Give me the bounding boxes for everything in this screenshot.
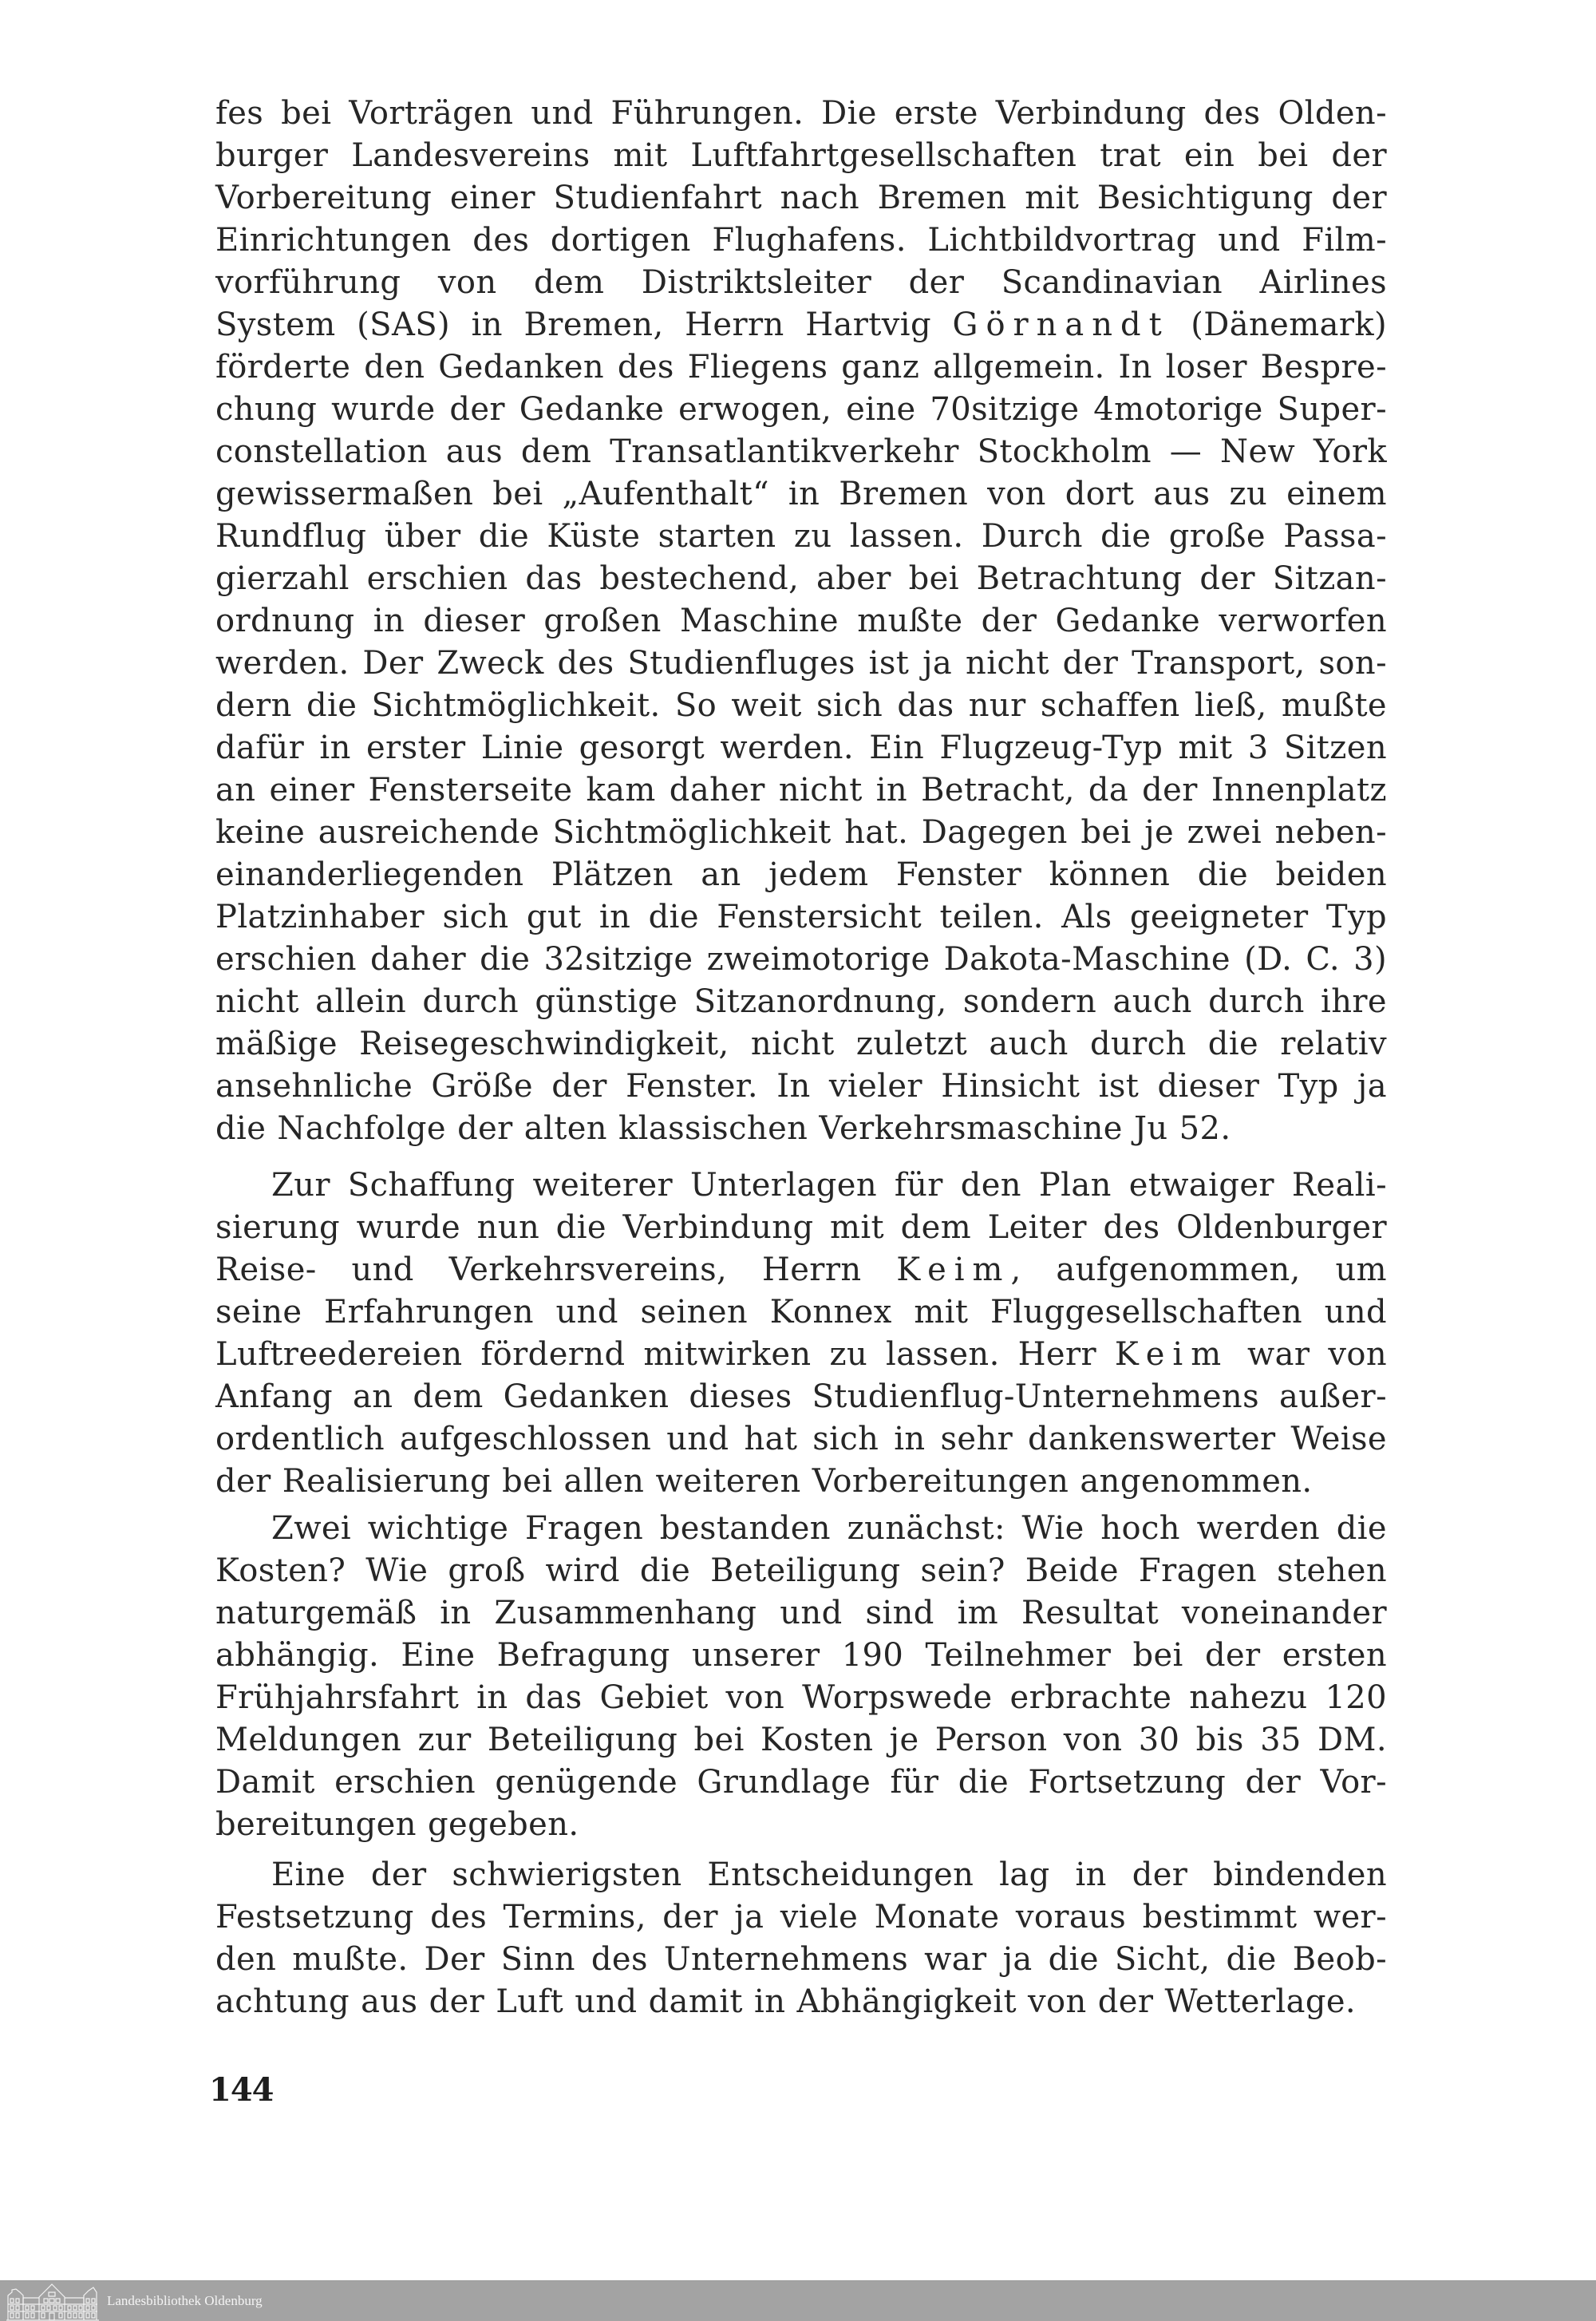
text-line: der Realisierung bei allen weiteren Vorbereitungen angenommen. <box>215 1463 1313 1500</box>
text-line: an einer Fensterseite kam daher nicht in Betracht, da der Innenplatz <box>215 772 1387 809</box>
page-number: 144 <box>209 2071 274 2109</box>
text-line: Luftreedereien fördernd mitwirken zu lassen. Herr Keim war von <box>215 1336 1388 1373</box>
text-line: Zwei wichtige Fragen bestanden zunächst: Wie hoch werden die <box>271 1510 1387 1547</box>
text-line: mäßige Reisegeschwindigkeit, nicht zuletzt auch durch die relativ <box>215 1026 1387 1062</box>
text-line: Rundflug über die Küste starten zu lassen. Durch die große Passa- <box>215 518 1387 555</box>
body-text-column <box>215 93 1387 2023</box>
text-line: Kosten? Wie groß wird die Beteiligung sein? Beide Fragen stehen <box>215 1552 1387 1589</box>
text-line: Einrichtungen des dortigen Flughafens. Lichtbildvortrag und Film- <box>215 222 1387 259</box>
text-line: nicht allein durch günstige Sitzanordnung, sondern auch durch ihre <box>215 983 1387 1020</box>
text-line: Vorbereitung einer Studienfahrt nach Bremen mit Besichtigung der <box>215 180 1387 216</box>
text-line: ordnung in dieser großen Maschine mußte der Gedanke verworfen <box>215 603 1387 639</box>
text-line: naturgemäß in Zusammenhang und sind im Resultat voneinander <box>215 1595 1387 1631</box>
text-line: ansehnliche Größe der Fenster. In vieler Hinsicht ist dieser Typ ja <box>215 1068 1387 1105</box>
text-line: chung wurde der Gedanke erwogen, eine 70sitzige 4motorige Super- <box>215 391 1387 428</box>
text-line: Reise- und Verkehrsvereins, Herrn Keim, aufgenommen, um <box>215 1251 1387 1288</box>
text-line: fes bei Vorträgen und Führungen. Die erste Verbindung des Olden- <box>215 95 1387 132</box>
spaced-name: Görnandt <box>952 306 1170 343</box>
text-line: die Nachfolge der alten klassischen Verkehrsmaschine Ju 52. <box>215 1110 1231 1147</box>
text-line: Zur Schaffung weiterer Unterlagen für den Plan etwaiger Reali- <box>271 1167 1387 1204</box>
paragraph-2 <box>215 1164 1387 1503</box>
text-line: einanderliegenden Plätzen an jedem Fenster können die beiden <box>215 856 1387 893</box>
text-line: Platzinhaber sich gut in die Fenstersicht teilen. Als geeigneter Typ <box>215 899 1387 935</box>
text-line: erschien daher die 32sitzige zweimotorige Dakota-Maschine (D. C. 3) <box>215 941 1387 978</box>
library-name: Landesbibliothek Oldenburg <box>107 2293 263 2308</box>
paragraph-3 <box>215 1508 1387 1846</box>
spaced-name: Keim <box>896 1251 1011 1288</box>
text-line: Festsetzung des Termins, der ja viele Monate voraus bestimmt wer- <box>215 1899 1387 1935</box>
text-line: Eine der schwierigsten Entscheidungen lag in der bindenden <box>271 1856 1387 1893</box>
text-line: achtung aus der Luft und damit in Abhängigkeit von der Wetterlage. <box>215 1983 1357 2020</box>
text-line: gierzahl erschien das bestechend, aber bei Betrachtung der Sitzan- <box>215 560 1387 597</box>
text-line: gewissermaßen bei „Aufenthalt“ in Bremen von dort aus zu einem <box>215 476 1387 512</box>
text-line: förderte den Gedanken des Fliegens ganz allgemein. In loser Bespre- <box>215 349 1387 386</box>
text-line: constellation aus dem Transatlantikverkehr Stockholm — New York <box>215 433 1387 470</box>
text-line: dern die Sichtmöglichkeit. So weit sich das nur schaffen ließ, mußte <box>215 687 1387 724</box>
text-line: keine ausreichende Sichtmöglichkeit hat. Dagegen bei je zwei neben- <box>215 814 1387 851</box>
library-building-icon <box>6 2283 100 2321</box>
text-line: abhängig. Eine Befragung unserer 190 Teilnehmer bei der ersten <box>215 1637 1387 1674</box>
text-line: den mußte. Der Sinn des Unternehmens war ja die Sicht, die Beob- <box>215 1941 1387 1978</box>
text-line: sierung wurde nun die Verbindung mit dem Leiter des Oldenburger <box>215 1209 1387 1246</box>
text-line: burger Landesvereins mit Luftfahrtgesellschaften trat ein bei der <box>215 137 1387 174</box>
paragraph-1 <box>215 93 1387 1150</box>
text-line: Anfang an dem Gedanken dieses Studienflug-Unternehmens außer- <box>215 1378 1387 1415</box>
text-line: Frühjahrsfahrt in das Gebiet von Worpswede erbrachte nahezu 120 <box>215 1679 1387 1716</box>
text-line: System (SAS) in Bremen, Herrn Hartvig Görnandt (Dänemark) <box>215 306 1387 343</box>
text-line: Meldungen zur Beteiligung bei Kosten je Person von 30 bis 35 DM. <box>215 1722 1387 1758</box>
spaced-name: Keim <box>1114 1336 1230 1373</box>
text-line: werden. Der Zweck des Studienfluges ist ja nicht der Transport, son- <box>215 645 1387 682</box>
paragraph-4 <box>215 1854 1387 2023</box>
text-line: vorführung von dem Distriktsleiter der Scandinavian Airlines <box>215 264 1387 301</box>
text-line: dafür in erster Linie gesorgt werden. Ein Flugzeug-Typ mit 3 Sitzen <box>215 730 1387 766</box>
text-line: seine Erfahrungen und seinen Konnex mit Fluggesellschaften und <box>215 1294 1387 1331</box>
text-line: ordentlich aufgeschlossen und hat sich in sehr dankenswerter Weise <box>215 1421 1387 1457</box>
text-line: bereitungen gegeben. <box>215 1806 579 1843</box>
text-line: Damit erschien genügende Grundlage für die Fortsetzung der Vor- <box>215 1764 1387 1801</box>
library-footer-bar <box>0 2280 1596 2321</box>
